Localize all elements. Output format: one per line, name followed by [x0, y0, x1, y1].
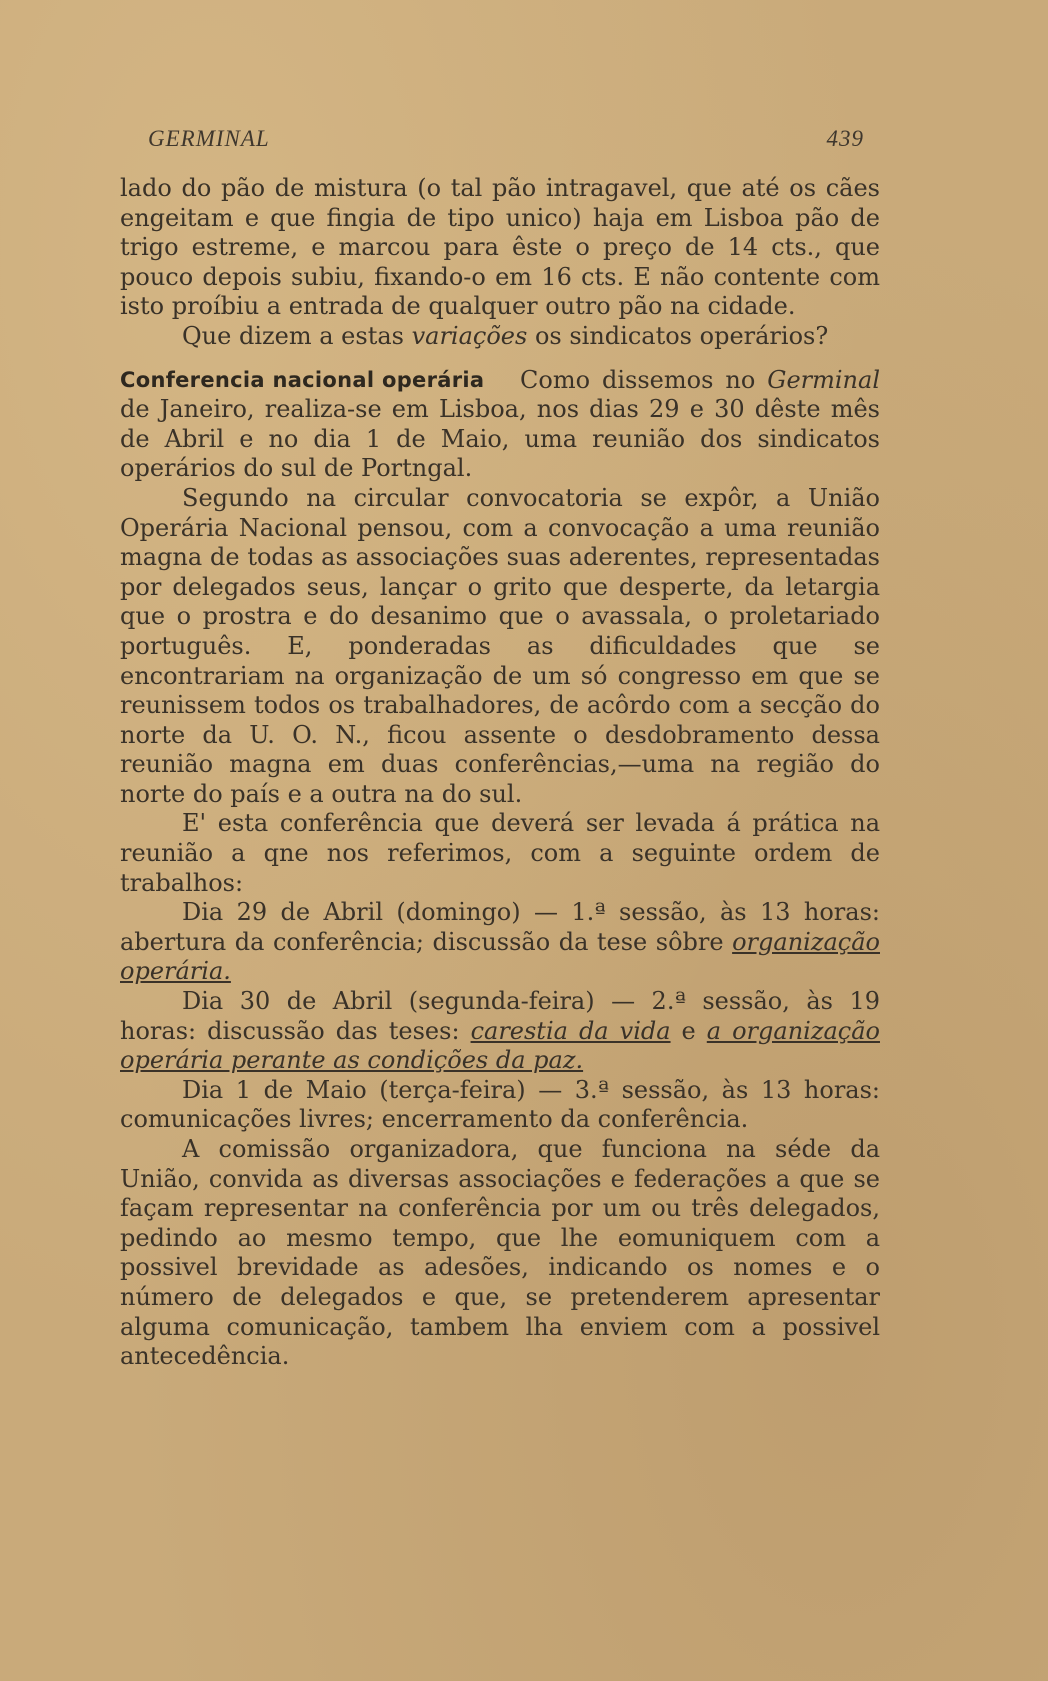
paragraph-6 [120, 898, 880, 987]
page-number: 439 [826, 126, 864, 151]
paragraph-6-emphasis: organização operária. [120, 927, 880, 986]
paragraph-7-emphasis-2: a organização operária perante as condições da paz. [120, 1016, 880, 1075]
paragraph-8: Dia 1 de Maio (terça-feira) — 3.ª sessão, às 13 horas: comunicações livres; encerramento da conferência. [120, 1075, 880, 1134]
paragraph-7-text: Dia 30 de Abril (segunda-feira) — 2.ª sessão, às 19 horas: discussão das teses: [120, 987, 880, 1045]
paragraph-5: E' esta conferência que deverá ser levada á prática na reunião a qne nos referimos, com a seguinte ordem de trabalhos: [120, 809, 880, 897]
paragraph-2-text: Que dizem a estas [182, 321, 412, 350]
paragraph-9: A comissão organizadora, que funciona na séde da União, convida as diversas associações e federações a que se façam representar na conferência por um ou três delegados, pedindo ao mesmo tempo, que lhe eomuniquem com a possivel brevidade as adesões, indicando os nomes e o número de delegados e que, se pretenderem apresentar alguma comunicação, tambem lha enviem com a possivel antecedência. [120, 1135, 880, 1371]
paragraph-3-text-end: de Janeiro, realiza-se em Lisboa, nos dias 29 e 30 dêste mês de Abril e no dia 1 de Maio, uma reunião dos sindicatos operários do sul de Portngal. [120, 395, 880, 483]
paragraph-3-emphasis: Germinal [767, 365, 880, 394]
paragraph-1: lado do pão de mistura (o tal pão intragavel, que até os cães engeitam e que fingia de tipo unico) haja em Lisboa pão de trigo estreme, e marcou para êste o preço de 14 cts., que pouco depois subiu, fixando-o em 16 cts. E não contente com isto proíbiu a entrada de qualquer outro pão na cidade. [120, 174, 880, 321]
paragraph-7-conjunction: e [670, 1016, 707, 1045]
section-heading: Conferencia nacional operária [120, 367, 485, 392]
paragraph-6-text: Dia 29 de Abril (domingo) — 1.ª sessão, às 13 horas: abertura da conferência; discussão da tese sôbre [120, 898, 880, 956]
paragraph-7 [120, 987, 880, 1076]
paragraph-2-text-end: os sindicatos operários? [527, 321, 829, 350]
paragraph-2-emphasis: variações [411, 321, 528, 350]
body-text [120, 174, 880, 1372]
running-head [120, 120, 880, 160]
paragraph-4: Segundo na circular convocatoria se expôr, a União Operária Nacional pensou, com a convocação a uma reunião magna de todas as associações suas aderentes, representadas por delegados seus, lançar o grito que desperte, da letargia que o prostra e do desanimo que o avassala, o proletariado português. E, ponderadas as dificuldades que se encontrariam na organização de um só congresso em que se reunissem todos os trabalhadores, de acôrdo com a secção do norte da U. O. N., ficou assente o desdobramento dessa reunião magna em duas conferências,—uma na região do norte do país e a outra na do sul. [120, 483, 880, 808]
journal-title: GERMINAL [148, 126, 270, 151]
conference-section [120, 366, 880, 484]
paragraph-2 [120, 322, 880, 352]
paragraph-7-emphasis-1: carestia da vida [470, 1016, 671, 1045]
paragraph-3-text: Como dissemos no [520, 365, 768, 394]
book-page [120, 120, 880, 1372]
